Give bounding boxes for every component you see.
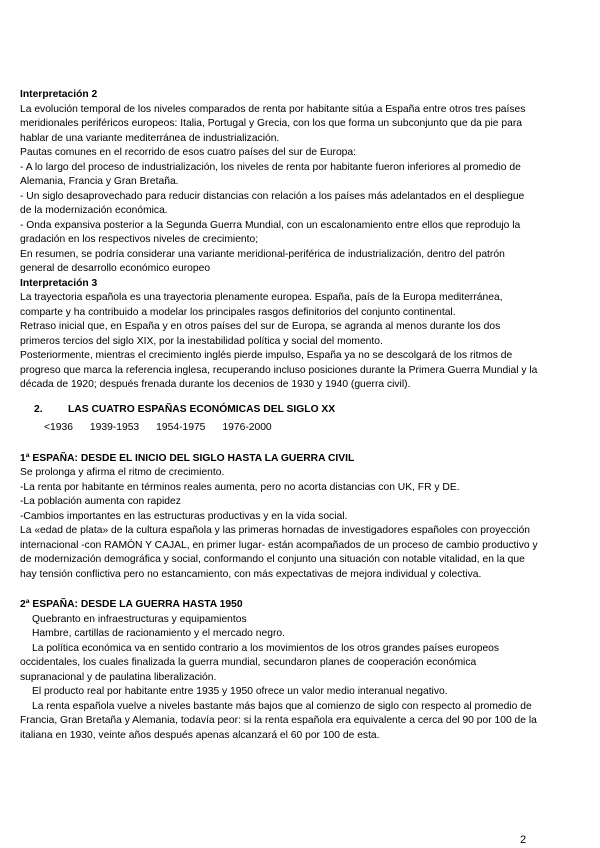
paragraph-line: Retraso inicial que, en España y en otros países del sur de Europa, se agranda al menos durante los dos — [20, 321, 501, 332]
list-item: gradación en los respectivos niveles de crecimiento; — [20, 234, 259, 245]
interpretation-3-heading: Interpretación 3 — [20, 277, 98, 289]
period-item: 1954-1975 — [156, 422, 206, 433]
paragraph-line: italiana en 1930, veinte años después apenas alcanzará el 60 por 100 de esta. — [20, 729, 380, 741]
paragraph-line: meridionales periféricos europeos: Italia, Portugal y Grecia, con los que forma un subconjunto que da pie para — [20, 118, 522, 129]
paragraph-line: progreso que marca la referencia inglesa, recuperando incluso posiciones durante la Primera Guerra Mundial y la — [20, 364, 538, 376]
espana-2-heading: 2ª ESPAÑA: DESDE LA GUERRA HASTA 1950 — [20, 599, 243, 610]
paragraph-line: Posteriormente, mientras el crecimiento inglés pierde impulso, España ya no se descolgará de los ritmos de — [20, 350, 513, 361]
paragraph-line: primeros tercios del siglo XIX, por la inestabilidad política y social del momento. — [20, 335, 383, 347]
period-list — [20, 421, 582, 436]
list-item: - Onda expansiva posterior a la Segunda Guerra Mundial, con un escalonamiento entre ellos que reprodujo la — [20, 219, 521, 231]
list-item: Alemania, Francia y Gran Bretaña. — [20, 176, 179, 187]
paragraph-line: general de desarrollo económico europeo — [20, 263, 211, 274]
period-item: 1976-2000 — [222, 422, 272, 433]
list-item: de la modernización económica. — [20, 205, 168, 216]
paragraph-line: Pautas comunes en el recorrido de esos cuatro países del sur de Europa: — [20, 147, 356, 158]
paragraph-line: de modernización demográfica y social, conformando el conjunto una situación con notable vitalidad, en la que — [20, 554, 525, 565]
section-2-heading — [20, 403, 582, 418]
paragraph-line: Se prolonga y afirma el ritmo de crecimiento. — [20, 467, 225, 478]
paragraph-line: internacional -con RAMÓN Y CAJAL, en primer lugar- están acompañados de un proceso de cambio productivo y — [20, 539, 538, 551]
paragraph-line: En resumen, se podría considerar una variante meridional-periférica de industrialización, dentro del patrón — [20, 248, 505, 260]
section-title: LAS CUATRO ESPAÑAS ECONÓMICAS DEL SIGLO XX — [68, 403, 336, 415]
list-item: - A lo largo del proceso de industrialización, los niveles de renta por habitante fueron inferiores al promedio de — [20, 161, 521, 173]
period-item: <1936 — [44, 422, 73, 433]
paragraph-line: comparte y ha contribuido a modelar los principales rasgos definitorios del conjunto continental. — [20, 306, 456, 318]
paragraph-line: -Cambios importantes en las estructuras productivas y en la vida social. — [20, 510, 348, 522]
espana-1-heading: 1ª ESPAÑA: DESDE EL INICIO DEL SIGLO HASTA LA GUERRA CIVIL — [20, 452, 355, 464]
paragraph-line: Francia, Gran Bretaña y Alemania, todavía peor: si la renta española era equivalente a cerca del 90 por 100 de la — [20, 715, 537, 726]
paragraph-line: década de 1920; después frenada durante los decenios de 1930 y 1940 (guerra civil). — [20, 379, 411, 390]
paragraph-line: -La población aumenta con rapidez — [20, 496, 181, 507]
paragraph-line: supranacional y de paulatina liberalización. — [20, 671, 217, 683]
page-content — [20, 88, 582, 743]
paragraph-line: La evolución temporal de los niveles comparados de renta por habitante sitúa a España entre otros tres países — [20, 103, 526, 115]
paragraph-line: -La renta por habitante en términos reales aumenta, pero no acorta distancias con UK, FR y DE. — [20, 481, 460, 493]
paragraph-line: Hambre, cartillas de racionamiento y el mercado negro. — [32, 628, 285, 639]
paragraph-line: La renta española vuelve a niveles bastante más bajos que al comienzo de siglo con respecto al promedio de — [32, 700, 532, 712]
paragraph-line: Quebranto en infraestructuras y equipamientos — [32, 613, 247, 625]
list-item: - Un siglo desaprovechado para reducir distancias con relación a los países más adelantados en el despliegue — [20, 190, 525, 202]
paragraph-line: occidentales, los cuales finalizada la guerra mundial, secundaron planes de cooperación económica — [20, 657, 477, 668]
paragraph-line: La «edad de plata» de la cultura española y las primeras hornadas de investigadores españoles con proyección — [20, 525, 531, 536]
paragraph-line: El producto real por habitante entre 1935 y 1950 ofrece un valor medio interanual negativo. — [32, 686, 448, 697]
paragraph-line: La política económica va en sentido contrario a los movimientos de los otros grandes países europeos — [32, 642, 500, 654]
paragraph-line: hay tensión conflictiva pero no estancamiento, con más expectativas de mejora individual y colectiva. — [20, 568, 482, 580]
paragraph-line: hablar de una variante mediterránea de industrialización. — [20, 132, 280, 144]
section-number: 2. — [34, 403, 43, 415]
page-number: 2 — [520, 834, 527, 846]
period-item: 1939-1953 — [89, 422, 140, 433]
paragraph-line: La trayectoria española es una trayectoria plenamente europea. España, país de la Europa mediterránea, — [20, 292, 503, 303]
interpretation-2-heading: Interpretación 2 — [20, 89, 98, 100]
